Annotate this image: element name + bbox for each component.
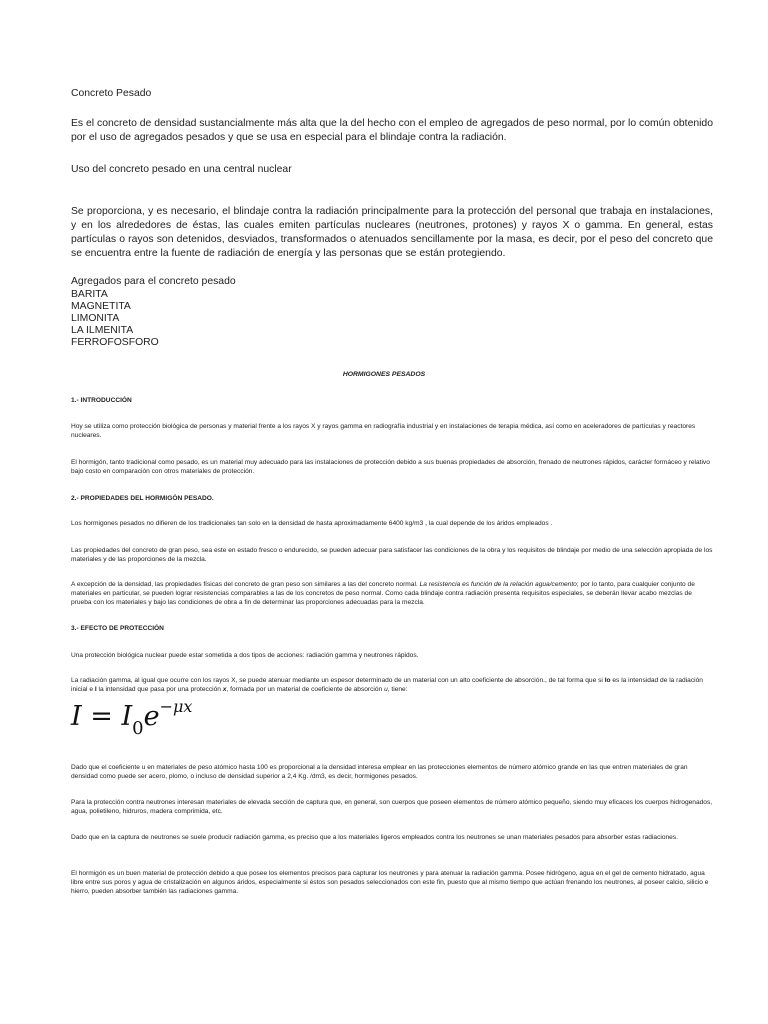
- section-1-heading: 1.- INTRODUCCIÓN: [71, 397, 132, 404]
- article-title: HORMIGONES PESADOS: [342, 371, 426, 378]
- section-3-paragraph-5: Dado que en la captura de neutrones se suele producir radiación gamma, es preciso que a los materiales ligeros empleados contra los neutrones se unan materiales pesados para absorber estas radiaciones.: [71, 834, 678, 841]
- section-2-paragraph-3: A excepción de la densidad, las propiedades físicas del concreto de gran peso son similares a las del concreto normal. La resistencia es función de la relación agua/cemento; por lo tanto, para cualquier conjunto de materiales en particular, se pueden lograr resistencias comparables a las de los concretos de peso normal. Como cada blindaje contra radiación presenta requisitos especiales, se deberán llevar acabo mezclas de prueba con los materiales y bajo las condiciones de obra a fin de determinar las proporciones adecuadas para la mezcla.: [71, 581, 695, 607]
- aggregate-item: MAGNETITA: [71, 301, 131, 312]
- aggregates-title: Agregados para el concreto pesado: [71, 276, 236, 287]
- section-2-paragraph-2: Las propiedades del concreto de gran peso, sea este en estado fresco o endurecido, se pueden adecuar para satisfacer las condiciones de la obra y los requisitos de blindaje por medio de una selección apropiada de los materiales y de las proporciones de la mezcla.: [71, 547, 713, 564]
- formula-initial-intensity: I: [121, 701, 133, 732]
- aggregates-list: [71, 289, 159, 349]
- definition-paragraph: Es el concreto de densidad sustancialmente más alta que la del hecho con el empleo de agregados de peso normal, por lo común obtenido por el uso de agregados pesados y que se usa en especial para el blindaje contra la radiación.: [71, 118, 713, 143]
- aggregate-item: LA ILMENITA: [71, 325, 134, 336]
- aggregate-item: BARITA: [71, 289, 108, 300]
- aggregate-item: FERROFOSFORO: [71, 337, 159, 348]
- formula-exponent: −μx: [159, 697, 193, 716]
- section-1-paragraph-1: Hoy se utiliza como protección biológica de personas y material frente a los rayos X y rayos gamma en radiografía industrial y en instalaciones de terapia médica, así como en aceleradores de partículas y reactores nucleares.: [71, 423, 696, 440]
- section-1-paragraph-2: El hormigón, tanto tradicional como pesado, es un material muy adecuado para las instalaciones de protección debido a sus buenas propiedades de absorción, frenado de neutrones rápidos, carácter formáceo y relativo bajo costo en comparación con otros materiales de protección.: [71, 459, 710, 476]
- formula-equals: =: [81, 701, 122, 732]
- section-3-paragraph-1: Una protección biológica nuclear puede estar sometida a dos tipos de acciones: radiación gamma y neutrones rápidos.: [71, 652, 419, 659]
- use-paragraph: Se proporciona, y es necesario, el blindaje contra la radiación principalmente para la protección del personal que trabaja en instalaciones, y en los alrededores de éstas, las cuales emiten partículas nucleares (neutrones, protones) y rayos X o gamma. En general, estas partículas o rayos son detenidos, desviados, transformados o atenuados sencillamente por la masa, es decir, por el peso del concreto que se encuentra entre la fuente de radiación de energía y las personas que se están protegiendo.: [71, 206, 713, 259]
- section-3-paragraph-3: Dado que el coeficiente u en materiales de peso atómico hasta 100 es proporcional a la densidad interesa emplear en las protecciones elementos de número atómico grande en las que entren materiales de gran densidad como puede ser acero, plomo, o incluso de densidad superior a 2,4 Kg. /dm3, es decir, hormigones pesados.: [71, 764, 688, 781]
- section-3-paragraph-6: El hormigón es un buen material de protección debido a que posee los elementos precisos para capturar los neutrones y para atenuar la radiación gamma. Posee hidrógeno, agua en el gel de cemento hidratado, agua libre entre sus poros y agua de cristalización en algunos áridos, especialmente si éstos son pesados seleccionados con este fin, puesto que al mismo tiempo que actúan frenando los neutrones, al poseer calcio, silicio e hierro, pueden absorber también las radiaciones gamma.: [71, 870, 709, 896]
- use-title: Uso del concreto pesado en una central nuclear: [71, 164, 292, 175]
- title-concreto-pesado: Concreto Pesado: [71, 88, 152, 99]
- attenuation-formula: [71, 697, 193, 739]
- formula-intensity: I: [71, 701, 82, 732]
- section-2-paragraph-1: Los hormigones pesados no difieren de los tradicionales tan solo en la densidad de hasta aproximadamente 6400 kg/m3 , la cual depende de los áridos empleados .: [71, 520, 553, 527]
- section-3-paragraph-2: La radiación gamma, al igual que ocurre con los rayos X, se puede atenuar mediante un espesor determinado de un material con un alto coeficiente de absorción., de tal forma que si Io es la intensidad de la radiación inicial e I la intensidad que pasa por una protección x, formada por un material de coeficiente de absorción u, tiene:: [71, 677, 703, 694]
- formula-exponential-base: e: [143, 701, 160, 732]
- section-3-paragraph-4: Para la protección contra neutrones interesan materiales de elevada sección de captura que, en general, son cuerpos que poseen elementos de número atómico pequeño, siendo muy eficaces los cuerpos hidrogenados, agua, polietileno, hidruros, madera comprimida, etc.: [71, 799, 713, 816]
- section-2-heading: 2.- PROPIEDADES DEL HORMIGÓN PESADO.: [71, 495, 214, 502]
- section-3-heading: 3.- EFECTO DE PROTECCIÓN: [71, 625, 164, 632]
- formula-subscript-zero: 0: [132, 718, 144, 739]
- aggregate-item: LIMONITA: [71, 313, 120, 324]
